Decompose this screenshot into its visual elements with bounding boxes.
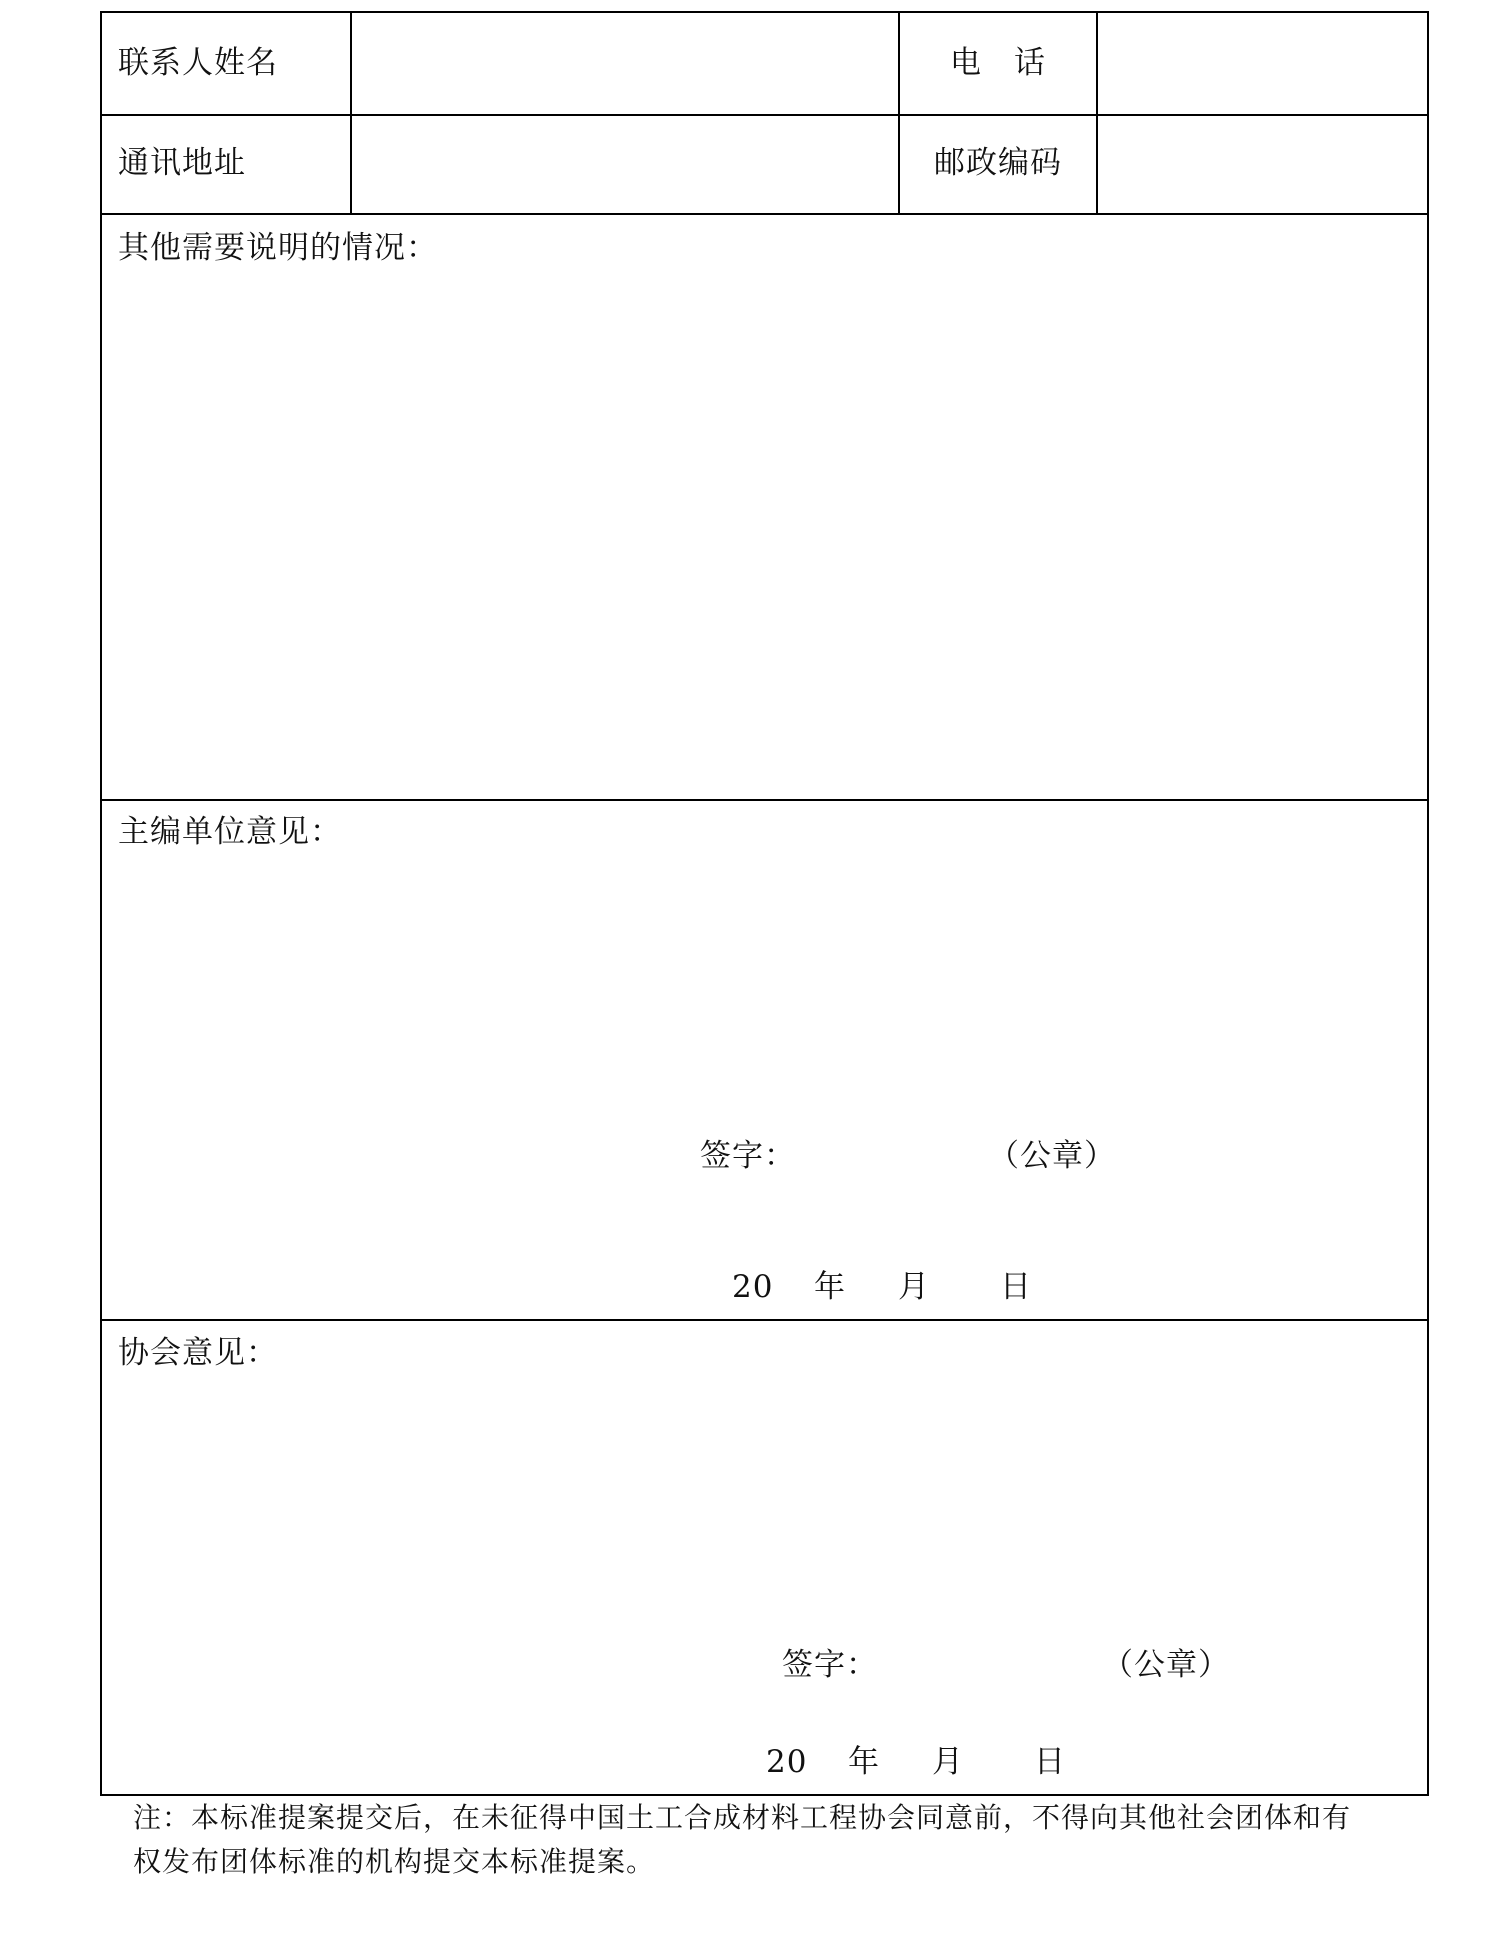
row-divider-3 — [102, 799, 1427, 801]
address-field[interactable] — [352, 116, 898, 213]
postal-code-label: 邮政编码 — [934, 145, 1062, 181]
row-divider-2 — [102, 213, 1427, 215]
editor-unit-date-year: 年 — [814, 1269, 846, 1305]
editor-unit-seal-label: （公章） — [988, 1138, 1116, 1174]
association-signature-label: 签字： — [782, 1647, 878, 1683]
association-date-day: 日 — [1034, 1744, 1066, 1780]
editor-unit-date-year-prefix: 20 — [732, 1269, 774, 1305]
phone-field[interactable] — [1098, 13, 1427, 114]
footnote-line-1: 注：本标准提案提交后，在未征得中国土工合成材料工程协会同意前，不得向其他社会团体和有 — [133, 1801, 1352, 1834]
contact-name-label: 联系人姓名 — [118, 45, 278, 81]
association-seal-label: （公章） — [1102, 1647, 1230, 1683]
phone-label: 电 话 — [950, 45, 1046, 81]
association-date-month: 月 — [932, 1744, 964, 1780]
association-date-year: 年 — [848, 1744, 880, 1780]
postal-code-field[interactable] — [1098, 116, 1427, 213]
editor-unit-signature-label: 签字： — [700, 1138, 796, 1174]
col-divider-2 — [898, 13, 900, 214]
editor-unit-opinion-field[interactable] — [102, 859, 1427, 1139]
contact-name-field[interactable] — [352, 13, 898, 114]
association-opinion-field[interactable] — [102, 1380, 1427, 1650]
editor-unit-date-day: 日 — [1000, 1269, 1032, 1305]
proposal-form-table — [100, 11, 1429, 1796]
footnote-line-2: 权发布团体标准的机构提交本标准提案。 — [133, 1845, 656, 1878]
row-divider-4 — [102, 1319, 1427, 1321]
editor-unit-date-month: 月 — [898, 1269, 930, 1305]
editor-unit-opinion-label: 主编单位意见： — [118, 814, 342, 850]
address-label: 通讯地址 — [118, 145, 246, 181]
association-opinion-label: 协会意见： — [118, 1335, 278, 1371]
other-info-field[interactable] — [102, 275, 1427, 799]
other-info-label: 其他需要说明的情况： — [118, 230, 438, 266]
association-date-year-prefix: 20 — [766, 1744, 808, 1780]
